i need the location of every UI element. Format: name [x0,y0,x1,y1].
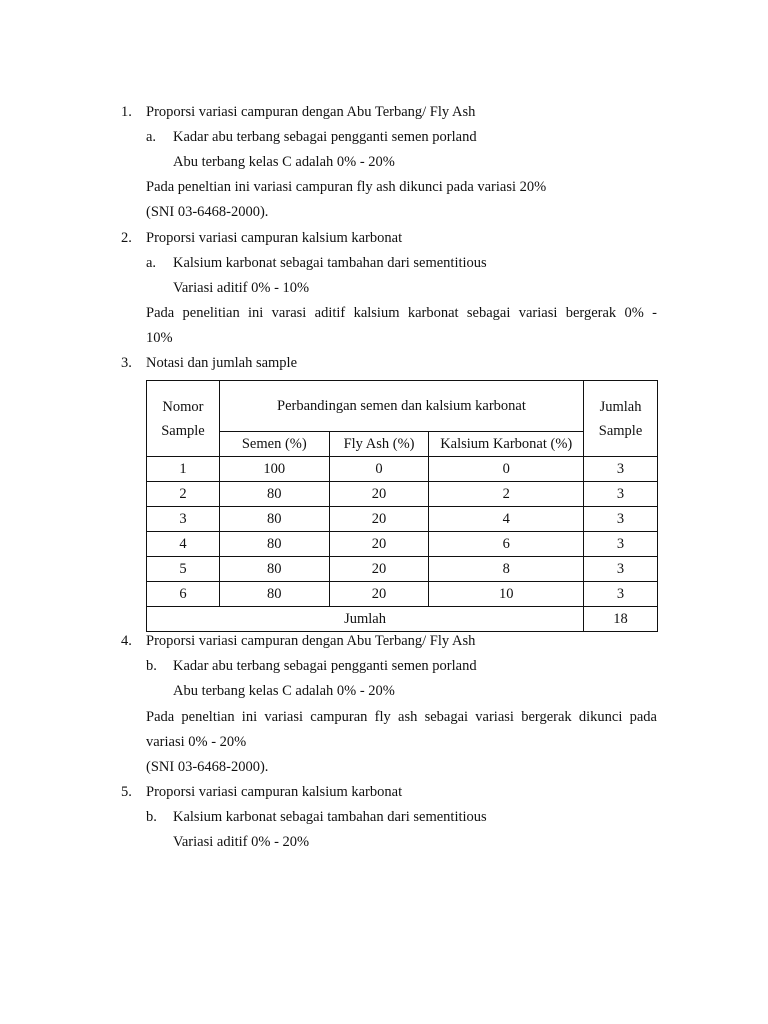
cell-jumlah: 3 [584,482,658,507]
cell-jumlah: 3 [584,532,658,557]
table-row [147,457,658,482]
cell-flyash: 0 [329,457,429,482]
section-2-title: Proporsi variasi campuran kalsium karbonat [146,230,403,246]
section-1-paragraph-line-1: Pada peneltian ini variasi campuran fly ash dikunci pada variasi 20% [146,179,547,195]
table-row [147,532,658,557]
sample-table [146,380,658,632]
section-4-paragraph-line-2: variasi 0% - 20% [146,734,247,750]
cell-semen: 80 [219,557,329,582]
section-4-sub-text: Kadar abu terbang sebagai pengganti semen porland [173,658,477,674]
section-4-paragraph-line-1: Pada peneltian ini variasi campuran fly ash sebagai variasi bergerak dikunci pada [146,709,657,725]
header-jumlah-sample [584,381,658,457]
section-4-sub-letter: b. [146,658,157,674]
cell-no: 6 [147,582,220,607]
cell-flyash: 20 [329,482,429,507]
table-row [147,557,658,582]
header-nomor-line-1: Nomor [162,398,204,415]
cell-flyash: 20 [329,582,429,607]
section-5-number: 5. [121,784,132,800]
cell-semen: 100 [219,457,329,482]
section-2-paragraph-line-1: Pada penelitian ini varasi aditif kalsium karbonat sebagai variasi bergerak 0% - [146,305,657,321]
cell-jumlah: 3 [584,582,658,607]
section-4-title: Proporsi variasi campuran dengan Abu Terbang/ Fly Ash [146,633,476,649]
cell-no: 4 [147,532,220,557]
section-4-paragraph-line-3: (SNI 03-6468-2000). [146,759,269,775]
cell-kalsium: 10 [429,582,584,607]
cell-no: 5 [147,557,220,582]
table-total-row [147,607,658,632]
section-2-paragraph-line-2: 10% [146,330,173,346]
section-2-sub-text: Kalsium karbonat sebagai tambahan dari sementitious [173,255,487,271]
section-5-sub-detail: Variasi aditif 0% - 20% [173,834,310,850]
section-1-sub-letter: a. [146,129,157,145]
cell-semen: 80 [219,582,329,607]
section-4-sub-detail: Abu terbang kelas C adalah 0% - 20% [173,683,395,699]
cell-kalsium: 6 [429,532,584,557]
header-semen: Semen (%) [219,432,329,457]
section-4-number: 4. [121,633,132,649]
cell-no: 2 [147,482,220,507]
cell-semen: 80 [219,482,329,507]
section-1-sub-text: Kadar abu terbang sebagai pengganti semen porland [173,129,477,145]
cell-kalsium: 4 [429,507,584,532]
table-row [147,582,658,607]
header-jumlah-line-2: Sample [598,422,643,439]
total-value: 18 [584,607,658,632]
cell-kalsium: 8 [429,557,584,582]
header-nomor-sample [147,381,220,457]
table-row [147,482,658,507]
section-3-title: Notasi dan jumlah sample [146,355,298,371]
cell-flyash: 20 [329,557,429,582]
cell-jumlah: 3 [584,557,658,582]
cell-no: 1 [147,457,220,482]
cell-kalsium: 2 [429,482,584,507]
cell-flyash: 20 [329,532,429,557]
section-2-number: 2. [121,230,132,246]
total-label: Jumlah [147,607,584,632]
cell-jumlah: 3 [584,457,658,482]
section-5-sub-letter: b. [146,809,157,825]
section-2-sub-letter: a. [146,255,157,271]
section-1-paragraph-line-2: (SNI 03-6468-2000). [146,204,269,220]
cell-flyash: 20 [329,507,429,532]
cell-semen: 80 [219,507,329,532]
header-kalsium: Kalsium Karbonat (%) [429,432,584,457]
cell-no: 3 [147,507,220,532]
section-2-sub-detail: Variasi aditif 0% - 10% [173,280,310,296]
section-3-number: 3. [121,355,132,371]
section-1-number: 1. [121,104,132,120]
header-nomor-line-2: Sample [161,422,205,439]
table-row [147,507,658,532]
header-jumlah-line-1: Jumlah [599,398,642,415]
cell-jumlah: 3 [584,507,658,532]
section-1-sub-detail: Abu terbang kelas C adalah 0% - 20% [173,154,395,170]
section-5-title: Proporsi variasi campuran kalsium karbonat [146,784,403,800]
header-group: Perbandingan semen dan kalsium karbonat [219,381,583,432]
section-5-sub-text: Kalsium karbonat sebagai tambahan dari sementitious [173,809,487,825]
cell-semen: 80 [219,532,329,557]
header-flyash: Fly Ash (%) [329,432,429,457]
cell-kalsium: 0 [429,457,584,482]
section-1-title: Proporsi variasi campuran dengan Abu Terbang/ Fly Ash [146,104,476,120]
